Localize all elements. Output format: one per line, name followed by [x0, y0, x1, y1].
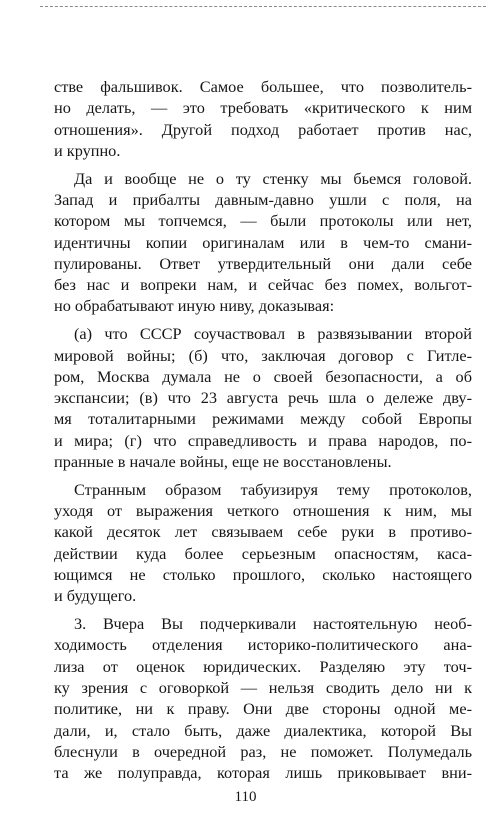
text-line: Запад и прибалты давным-давно ушли с поля, на — [54, 189, 472, 209]
text-line: и крупно. — [54, 140, 121, 160]
text-line: лиза от оценок юридических. Разделяю эту точ- — [54, 656, 472, 676]
text-line: но делать, — это требовать «критического к ним — [54, 98, 472, 118]
text-line: мировой войны; (б) что, заключая договор с Гитле- — [54, 345, 472, 365]
text-line: политике, ни к праву. Они две стороны одной ме- — [54, 699, 472, 719]
text-line: (а) что СССР соучаствовал в развязывании второй — [74, 324, 472, 344]
text-line: и будущего. — [54, 586, 137, 606]
paragraph — [54, 323, 472, 472]
text-line: Да и вообще не о ту стенку мы бьемся головой. — [74, 168, 472, 188]
text-line: мя тоталитарными режимами между собой Европы — [54, 409, 472, 429]
text-line: идентичны копии оригиналам или в чем-то смани- — [54, 232, 472, 252]
text-line: стве фальшивок. Самое большее, что позволитель- — [54, 77, 472, 96]
text-line: ходимость отделения историко-политического ана- — [54, 635, 472, 655]
text-line: пранные в начале войны, еще не восстановлены. — [54, 452, 392, 472]
page-text-body — [54, 76, 472, 790]
text-line: котором мы топчемся, — были протоколы или нет, — [54, 211, 472, 231]
text-line: какой десяток лет связываем себе руки в противо- — [54, 522, 472, 542]
text-line: ющимся не столько прошлого, сколько настоящего — [54, 565, 472, 585]
paragraph — [54, 76, 472, 161]
text-line: без нас и вопреки нам, и сейчас без помех, вольгот- — [54, 275, 472, 295]
paragraph — [54, 168, 472, 317]
text-line: пулированы. Ответ утвердительный они дали себе — [54, 253, 472, 273]
text-line: уходя от выражения четкого отношения к ним, мы — [54, 501, 472, 521]
text-line: и мира; (г) что справедливость и права народов, по- — [54, 430, 472, 450]
text-line: дали, и, стало быть, даже диалектика, которой Вы — [54, 720, 472, 740]
page-number: 110 — [234, 789, 257, 805]
text-line: блеснули в очередной раз, не поможет. Полумедаль — [54, 741, 472, 761]
text-line: действии куда более серьезным опасностям, каса- — [54, 543, 472, 563]
text-line: но обрабатывают иную ниву, доказывая: — [54, 296, 335, 316]
top-edge-rule — [40, 6, 486, 7]
paragraph — [54, 479, 472, 607]
text-line: 3. Вчера Вы подчеркивали настоятельную необ- — [74, 614, 472, 634]
text-line: Странным образом табуизируя тему протоколов, — [74, 479, 472, 499]
text-line: экспансии; (в) что 23 августа речь шла о дележе дву- — [54, 388, 472, 408]
text-line: ку зрения с оговоркой — нельзя сводить дело ни к — [54, 678, 472, 698]
text-line: ром, Москва думала не о своей безопасности, а об — [54, 366, 472, 386]
text-line: та же полуправда, которая лишь приковывает вни- — [54, 763, 472, 783]
text-line: отношения». Другой подход работает против нас, — [54, 119, 472, 139]
paragraph — [54, 613, 472, 783]
